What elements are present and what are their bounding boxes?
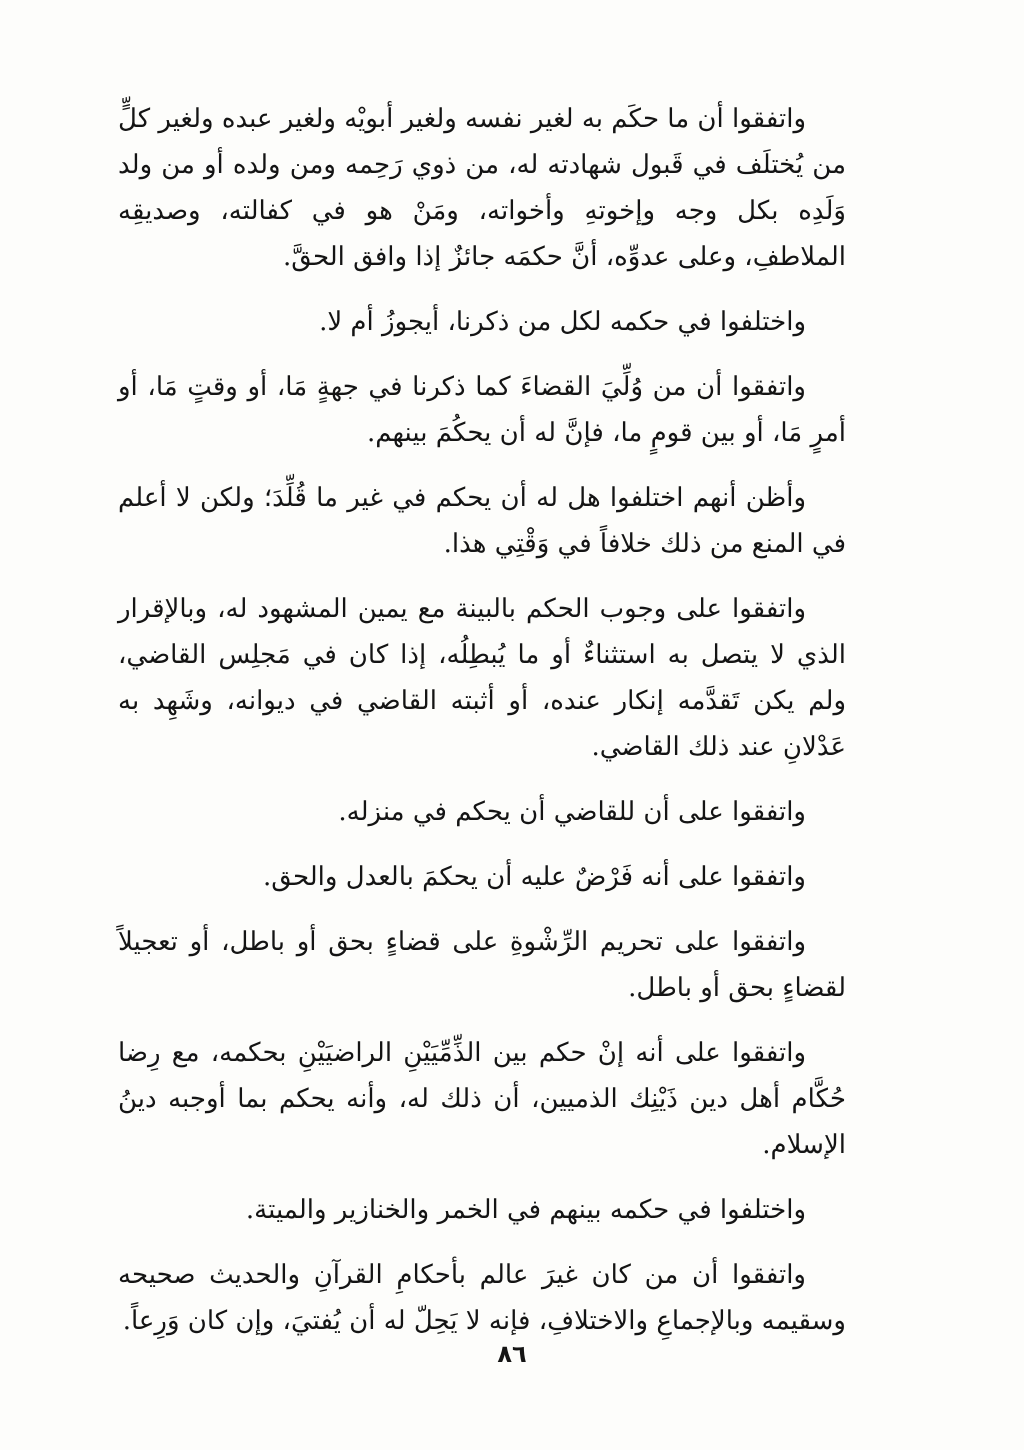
- paragraph-10: واختلفوا في حكمه بينهم في الخمر والخنازير والميتة.: [245, 1195, 806, 1225]
- page-number: ٨٦: [497, 1340, 527, 1368]
- body-text: [118, 96, 846, 1363]
- paragraph-7: واتفقوا على أنه فَرْضٌ عليه أن يحكمَ بالعدل والحق.: [263, 862, 806, 892]
- paragraph-9: واتفقوا على أنه إنْ حكم بين الذِّمِّيَيْنِ الراضيَيْنِ بحكمه، مع رِضا حُكَّام أهل دين ذَيْنِك الذميين، أن ذلك له، وأنه يحكم بما أوجبه دينُ الإسلام.: [118, 1038, 846, 1160]
- paragraph-8: واتفقوا على تحريم الرِّشْوةِ على قضاءٍ بحق أو باطل، أو تعجيلاً لقضاءٍ بحق أو باطل.: [118, 927, 846, 1003]
- paragraph-2: واختلفوا في حكمه لكل من ذكرنا، أيجوزُ أم لا.: [319, 307, 806, 337]
- paragraph-5: واتفقوا على وجوب الحكم بالبينة مع يمين المشهود له، وبالإقرار الذي لا يتصل به استثناءٌ أو ما يُبطِلُه، إذا كان في مَجلِس القاضي، ولم يكن تَقدَّمه إنكار عنده، أو أثبته القاضي في ديوانه، وشَهِد به عَدْلانِ عند ذلك القاضي.: [118, 594, 846, 762]
- paragraph-1: واتفقوا أن ما حكَم به لغير نفسه ولغير أبويْه ولغير عبده ولغير كلٍّ من يُختلَف في قَبول شهادته له، من ذوي رَحِمه ومن ولده أو من ولد وَلَدِه بكل وجه وإخوتهِ وأخواته، ومَنْ هو في كفالته، وصديقِه الملاطفِ، وعلى عدوِّه، أنَّ حكمَه جائزٌ إذا وافق الحقَّ.: [118, 104, 846, 272]
- paragraph-6: واتفقوا على أن للقاضي أن يحكم في منزله.: [338, 797, 806, 827]
- paragraph-3: واتفقوا أن من وُلِّيَ القضاءَ كما ذكرنا في جهةٍ مَا، أو وقتٍ مَا، أو أمرٍ مَا، أو بين قومٍ ما، فإنَّ له أن يحكُمَ بينهم.: [118, 372, 846, 448]
- paragraph-11: واتفقوا أن من كان غيرَ عالم بأحكامِ القرآنِ والحديث صحيحه وسقيمه وبالإجماعِ والاختلافِ، فإنه لا يَحِلّ له أن يُفتيَ، وإن كان وَرِعاً.: [118, 1260, 846, 1336]
- paragraph-4: وأظن أنهم اختلفوا هل له أن يحكم في غير ما قُلِّدَ؛ ولكن لا أعلم في المنع من ذلك خلافاً في وَقْتِي هذا.: [118, 483, 846, 559]
